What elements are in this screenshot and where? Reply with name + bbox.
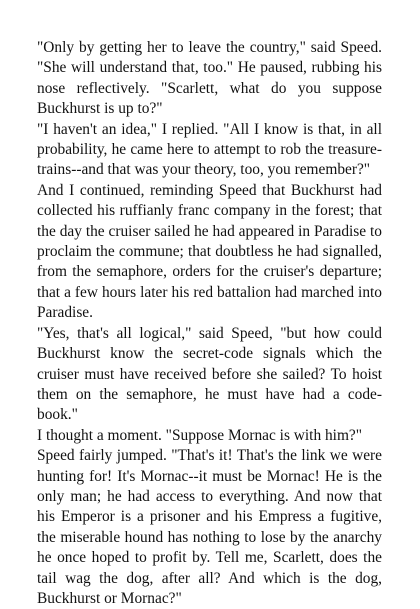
paragraph: "Only by getting her to leave the country," said Speed. "She will understand that, too." He paused, rubbing his nose reflectively. "Scarlett, what do you suppose Buckhurst is up to?" bbox=[37, 39, 382, 118]
paragraph: "I haven't an idea," I replied. "All I know is that, in all probability, he came here to attempt to rob the treasure-trains--and that was your theory, too, you remember?" bbox=[37, 120, 382, 179]
paragraph: I thought a moment. "Suppose Mornac is with him?" bbox=[37, 426, 363, 444]
paragraph: Speed fairly jumped. "That's it! That's the link we were hunting for! It's Mornac--it must be Mornac! He is the only man; he had access to everything. And now that his Emperor is a prisoner and his Empress a fugitive, the miserable hound has nothing to lose by the anarchy he once hoped to profit by. Tell me, Scarlett, does the tail wag the dog, after all? And which is the dog, Buckhurst or Mornac?" bbox=[37, 447, 382, 607]
paragraph: And I continued, reminding Speed that Buckhurst had collected his ruffianly franc company in the forest; that the day the cruiser sailed he had appeared in Paradise to proclaim the commune; that doubtless he had signalled, from the semaphore, orders for the cruiser's departure; that a few hours later his red battalion had marched into Paradise. bbox=[37, 181, 382, 322]
book-page bbox=[37, 38, 382, 609]
paragraph: "Yes, that's all logical," said Speed, "but how could Buckhurst know the secret-code signals which the cruiser must have received before she sailed? To hoist them on the semaphore, he must have had a code-book." bbox=[37, 324, 382, 424]
